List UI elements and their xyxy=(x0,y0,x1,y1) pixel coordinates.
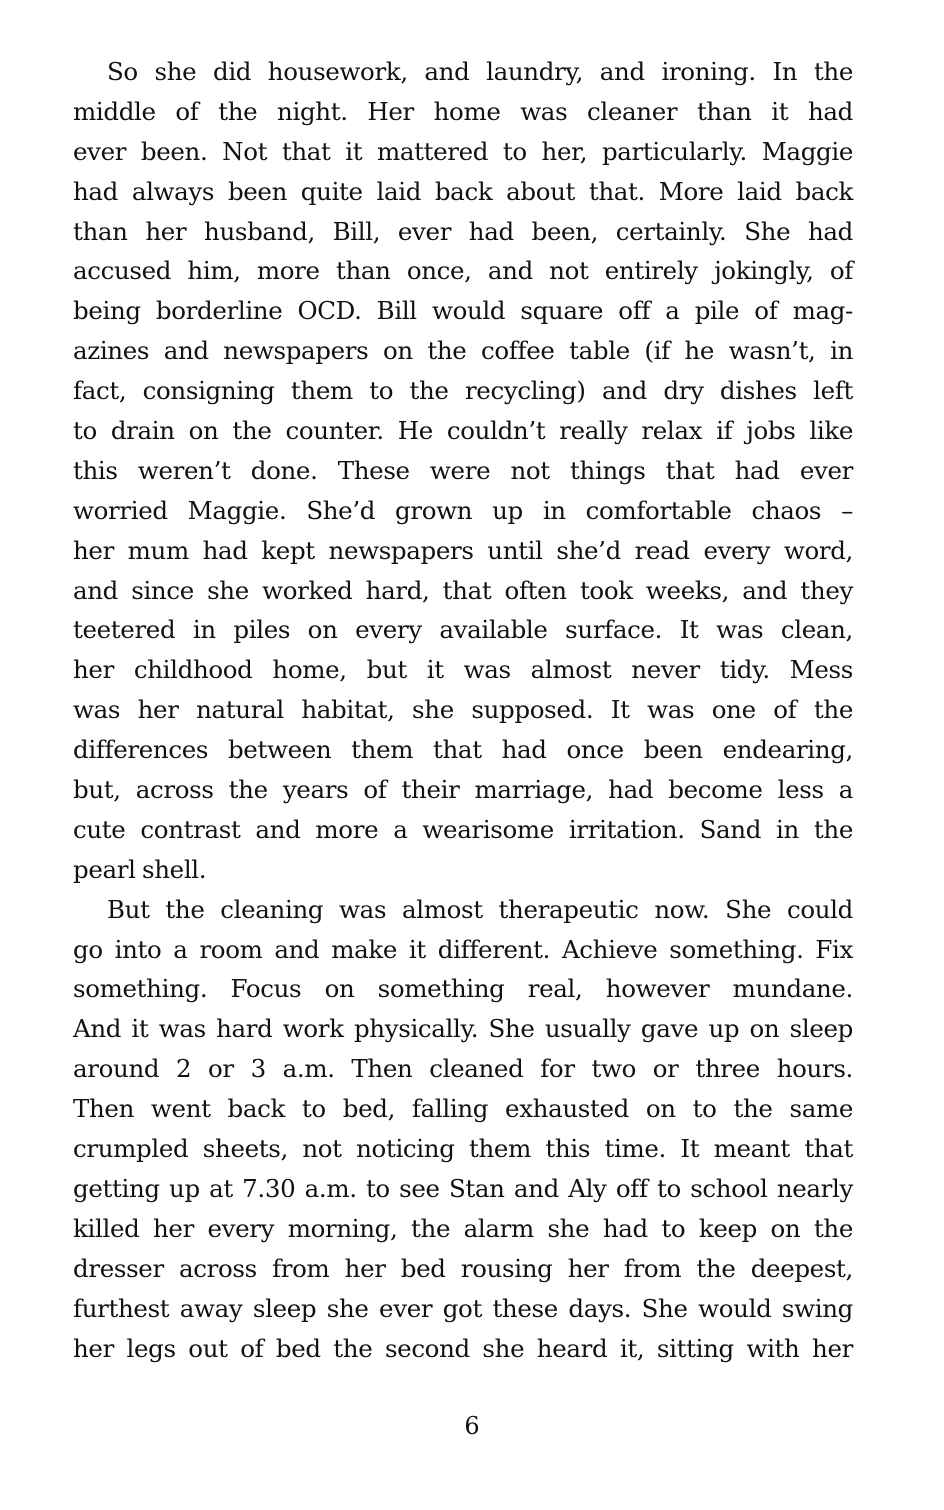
paragraph-2 xyxy=(73,890,853,1369)
text-line: her childhood home, but it was almost never tidy. Mess xyxy=(73,655,853,685)
text-line: than her husband, Bill, ever had been, certainly. She had xyxy=(73,216,853,246)
text-line: something. Focus on something real, however mundane. xyxy=(73,974,853,1004)
text-line: middle of the night. Her home was cleaner than it had xyxy=(73,96,853,126)
text-line: azines and newspapers on the coffee table (if he wasn’t, in xyxy=(73,336,853,366)
text-line: ever been. Not that it mattered to her, particularly. Maggie xyxy=(73,136,853,166)
text-line: and since she worked hard, that often took weeks, and they xyxy=(73,575,853,605)
text-line: So she did housework, and laundry, and ironing. In the xyxy=(107,57,853,86)
text-line: her mum had kept newspapers until she’d read every word, xyxy=(73,535,853,565)
text-line: differences between them that had once been endearing, xyxy=(73,735,853,765)
text-line: cute contrast and more a wearisome irritation. Sand in the xyxy=(73,814,853,844)
text-line: crumpled sheets, not noticing them this time. It meant that xyxy=(73,1134,853,1164)
text-line: was her natural habitat, she supposed. It was one of the xyxy=(73,695,853,725)
text-line: dresser across from her bed rousing her from the deepest, xyxy=(73,1253,853,1283)
text-line: around 2 or 3 a.m. Then cleaned for two or three hours. xyxy=(73,1054,853,1084)
text-line: But the cleaning was almost therapeutic now. She could xyxy=(107,894,853,924)
text-line: worried Maggie. She’d grown up in comfortable chaos – xyxy=(73,495,853,525)
text-line: getting up at 7.30 a.m. to see Stan and Aly off to school nearly xyxy=(73,1173,853,1203)
body-text xyxy=(73,52,853,1368)
text-line: her legs out of bed the second she heard it, sitting with her xyxy=(73,1333,853,1363)
text-line: pearl shell. xyxy=(73,854,207,884)
text-line: killed her every morning, the alarm she had to keep on the xyxy=(73,1213,853,1243)
text-line: being borderline OCD. Bill would square off a pile of mag- xyxy=(73,296,853,326)
text-line: furthest away sleep she ever got these days. She would swing xyxy=(73,1293,853,1323)
text-line: go into a room and make it different. Achieve something. Fix xyxy=(73,934,853,964)
text-line: but, across the years of their marriage, had become less a xyxy=(73,775,853,805)
text-line: to drain on the counter. He couldn’t really relax if jobs like xyxy=(73,416,853,446)
text-line: accused him, more than once, and not entirely jokingly, of xyxy=(73,256,853,286)
text-line: Then went back to bed, falling exhausted on to the same xyxy=(73,1094,853,1124)
text-line: fact, consigning them to the recycling) and dry dishes left xyxy=(73,376,853,406)
text-line: teetered in piles on every available surface. It was clean, xyxy=(73,615,853,645)
page-number: 6 xyxy=(464,1412,480,1440)
text-line: had always been quite laid back about that. More laid back xyxy=(73,176,853,206)
text-line: And it was hard work physically. She usually gave up on sleep xyxy=(73,1014,853,1044)
paragraph-1 xyxy=(73,52,853,890)
text-line: this weren’t done. These were not things that had ever xyxy=(73,455,853,485)
